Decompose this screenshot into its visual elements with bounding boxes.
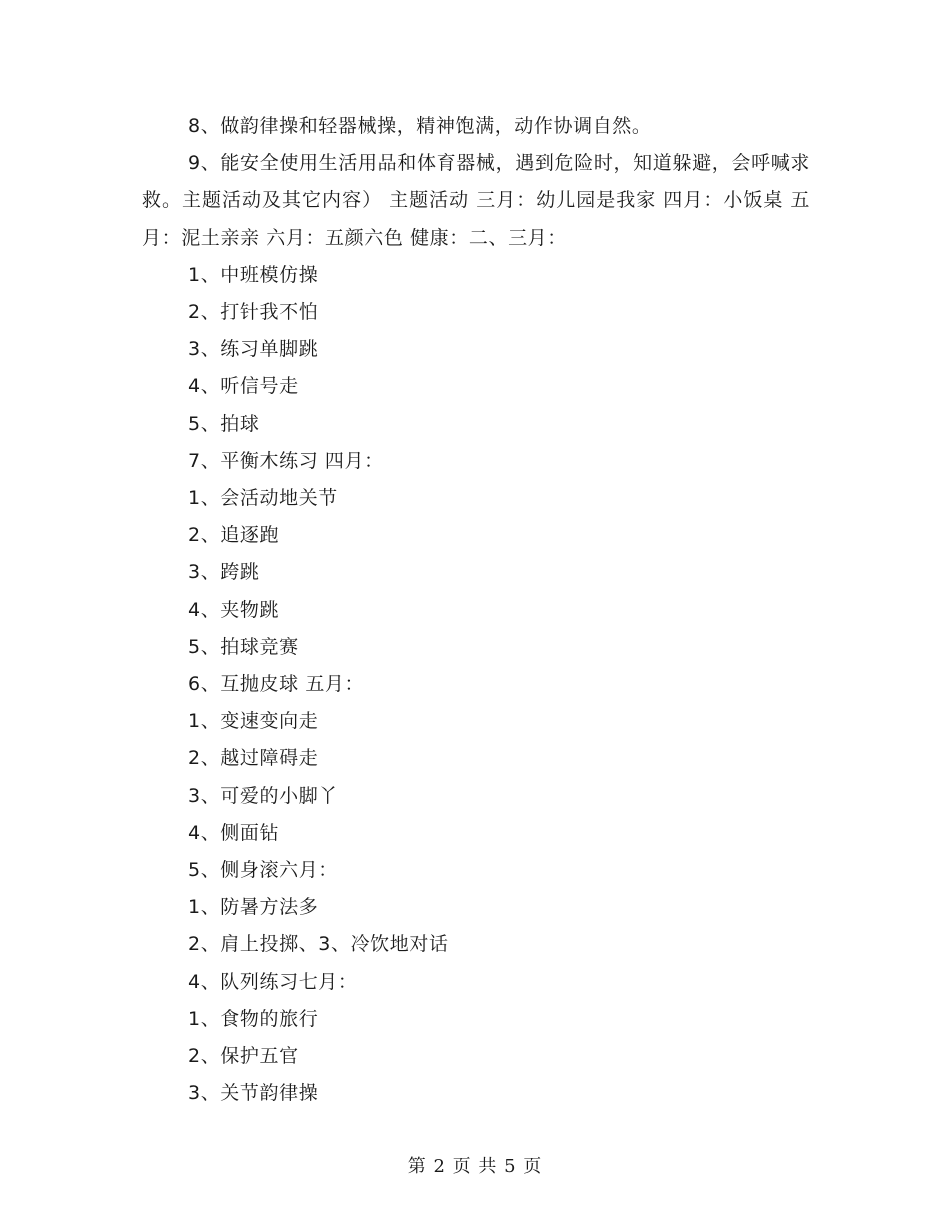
list-item: 4、侧面钻 [188, 821, 280, 844]
list-item: 1、食物的旅行 [188, 1007, 319, 1030]
list-item: 3、跨跳 [188, 561, 260, 584]
list-item: 2、保护五官 [188, 1045, 299, 1068]
list-item: 7、平衡木练习 四月： [188, 449, 384, 472]
document-body [142, 108, 810, 1112]
list-item: 4、队列练习七月： [188, 970, 358, 993]
list-item: 2、追逐跑 [188, 524, 280, 547]
list-item: 4、夹物跳 [188, 598, 280, 621]
list-item: 3、练习单脚跳 [188, 338, 319, 361]
list-item: 5、拍球 [188, 412, 260, 435]
page-number-footer: 第 2 页 共 5 页 [407, 1156, 543, 1177]
list-item: 4、听信号走 [188, 375, 299, 398]
list-item: 2、打针我不怕 [188, 301, 319, 324]
list-item: 1、变速变向走 [188, 710, 319, 733]
list-item: 1、中班模仿操 [188, 263, 319, 286]
list-item: 3、关节韵律操 [188, 1082, 319, 1105]
list-item: 6、互抛皮球 五月： [188, 673, 365, 696]
list-item: 1、防暑方法多 [188, 896, 319, 919]
paragraph-item-8: 8、做韵律操和轻器械操，精神饱满，动作协调自然。 [188, 115, 652, 137]
paragraph-item-9: 9、能安全使用生活用品和体育器械，遇到危险时，知道躲避，会呼喊求救。主题活动及其它内容） 主题活动 三月：幼儿园是我家 四月：小饭桌 五月：泥土亲亲 六月：五颜六色 健康：二、三月： [142, 152, 810, 249]
list-item: 5、拍球竞赛 [188, 635, 299, 658]
list-item: 5、侧身滚六月： [188, 859, 338, 882]
list-item: 3、可爱的小脚丫 [188, 784, 338, 807]
list-item: 2、肩上投掷、3、冷饮地对话 [188, 933, 449, 956]
list-item: 2、越过障碍走 [188, 747, 319, 770]
list-item: 1、会活动地关节 [188, 487, 338, 510]
